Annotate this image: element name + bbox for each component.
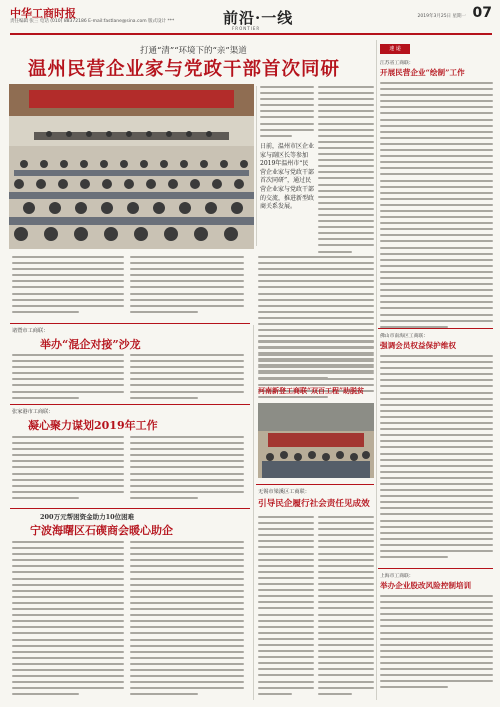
conference-photo [9,84,254,249]
lead-body-col-1 [12,256,124,317]
section-subtitle: FRONTIER [232,26,261,31]
story-2-kicker: 张家港市工商联： [12,409,54,415]
story-divider [10,508,250,509]
story-2-body-col-1 [12,436,124,503]
lead-headline: 温州民营企业家与党政干部首次同研 [28,59,341,80]
brief-3-body [380,595,493,693]
story-3-body-col-1 [12,541,124,699]
brief-3-title: 举办企业股改风险控制培训 [380,581,472,590]
story-divider [10,323,250,324]
brief-2-kicker: 佛山市南海区工商联： [380,334,428,339]
photo-caption: 日前，温州市区企业家与副区长等参加2019年温州市“民营企业家与党政干部首次同研”，通过民营企业家与党政干部的交流，推进新型政商关系发展。 [260,143,315,211]
story-3-title: 宁波海曙区石碶商会暖心助企 [30,524,173,537]
story-3-kicker: 200万元帮困资金助力10位困难 [40,513,135,521]
story-2-title: 凝心聚力谋划2019年工作 [28,419,158,432]
page-number: 07 [472,5,492,21]
story-divider [378,328,493,329]
story-1-body-col-1 [12,354,124,403]
story-divider [10,404,250,405]
lead-kicker: 打通“清”“环境下的“亲”渠道 [140,46,247,56]
story-3-body-col-2 [130,541,244,699]
issue-date: 2019年3月25日 星期一 [417,14,466,19]
newspaper-brand: 中华工商时报 [10,7,76,20]
brief-2-title: 强调会员权益保护维权 [380,341,456,350]
story-5-body-col-1 [258,516,314,699]
column-divider [376,40,377,700]
lead-body-col-pre [260,86,314,141]
story-4-body-top [258,340,374,383]
story-5-title: 引导民企履行社会责任见成效 [258,499,370,509]
story-4-title: 河南新登工商联“双百工程”助脱贫 [258,386,365,395]
story-2-body-col-2 [130,436,244,503]
story-1-title: 举办“混企对接”沙龙 [40,338,141,351]
story-1-kicker: 诸暨市工商联： [12,328,49,334]
brief-1-kicker: 江苏省工商联： [380,61,414,66]
brief-1-body [380,82,493,332]
brief-tag: 速 递 [380,44,410,54]
story-divider [378,568,493,569]
brief-2-body [380,355,493,562]
lead-body-col-2 [130,256,244,317]
column-divider [253,325,254,700]
page-header [10,5,492,35]
story-5-kicker: 无锡市梁溪区工商联： [258,489,310,495]
story-5-body-col-2 [318,516,374,699]
column-divider [256,86,257,246]
story-photo [258,403,374,478]
editor-meta: 责任编辑 张三 电话 (010) 88372186 E-mail:fastlane@sina.com 版式设计 *** [10,19,175,24]
brief-1-title: 开展民营企业“绘制”工作 [380,68,465,77]
story-divider [256,484,374,485]
section-title: 前沿·一线 [223,9,294,27]
lead-body-col-a [318,86,374,257]
brief-3-kicker: 上海市工商联： [380,574,414,579]
story-1-body-col-2 [130,354,244,403]
